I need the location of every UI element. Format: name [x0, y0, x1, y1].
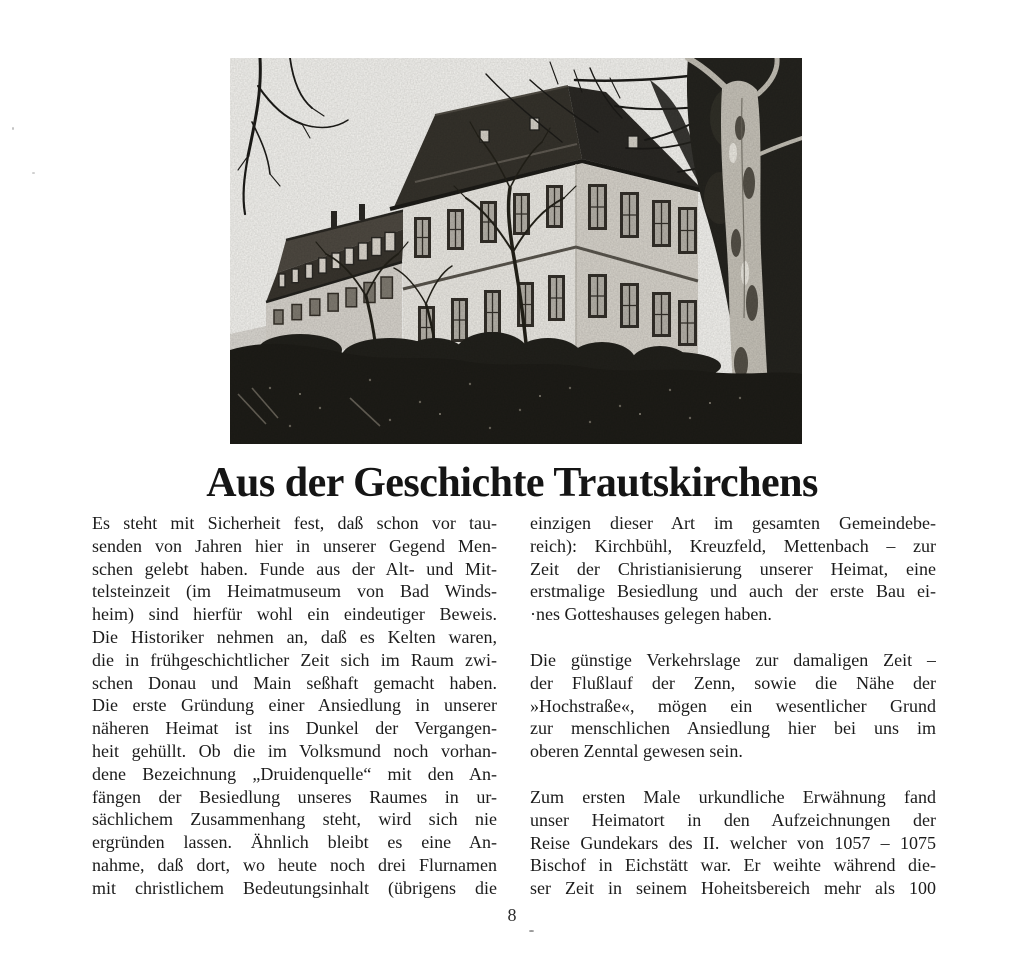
- text-columns: [92, 512, 936, 923]
- text-line: näheren Heimat ist ins Dunkel der Vergangen-: [92, 718, 497, 739]
- text-line: ergründen lassen. Ähnlich bleibt es eine An-: [92, 832, 497, 853]
- scan-artifact: [32, 172, 35, 174]
- text-line: dene Bezeichnung „Druidenquelle“ mit den An-: [92, 763, 497, 784]
- right-column: [530, 512, 936, 923]
- paragraph: [92, 512, 497, 900]
- building-photo-illustration: [230, 58, 802, 444]
- text-line: fängen der Besiedlung unseres Raumes in ur-: [92, 786, 497, 807]
- page-number: 8: [507, 905, 517, 925]
- text-line: Die erste Gründung einer Ansiedlung in unserer: [92, 695, 497, 716]
- text-line: ·nes Gotteshauses gelegen haben.: [530, 604, 772, 625]
- text-line: Reise Gundekars des II. welcher von 1057 – 1075: [530, 832, 936, 853]
- text-line: heim) sind hierfür wohl ein eindeutiger Beweis.: [92, 604, 497, 625]
- paragraph: [530, 786, 936, 900]
- text-line: sächlichem Zusammenhang steht, wird sich nie: [92, 809, 497, 830]
- text-line: erstmalige Besiedlung und auch der erste Bau ei-: [530, 581, 936, 602]
- text-line: mit christlichem Bedeutungsinhalt (übrigens die: [92, 877, 497, 898]
- text-line: oberen Zenntal gewesen sein.: [530, 741, 743, 762]
- text-line: Die Historiker nehmen an, daß es Kelten waren,: [92, 626, 497, 647]
- left-column: [92, 512, 497, 923]
- page-title: Aus der Geschichte Trautskirchens: [206, 460, 818, 506]
- text-line: schen Donau und Main seßhaft gemacht haben.: [92, 672, 497, 693]
- text-line: ser Zeit in seinem Hoheitsbereich mehr als 100: [530, 878, 936, 899]
- text-line: zur menschlichen Ansiedlung hier bei uns im: [530, 718, 936, 739]
- text-line: einzigen dieser Art im gesamten Gemeindebe-: [530, 513, 936, 533]
- text-line: Die günstige Verkehrslage zur damaligen Zeit –: [530, 649, 936, 670]
- text-line: »Hochstraße«, mögen ein wesentlicher Grund: [530, 695, 936, 716]
- text-line: reich): Kirchbühl, Kreuzfeld, Mettenbach – zur: [530, 535, 936, 556]
- text-line: der Flußlauf der Zenn, sowie die Nähe der: [530, 672, 936, 693]
- text-line: die in frühgeschichtlicher Zeit sich im Raum zwi-: [92, 649, 497, 670]
- paragraph: [530, 649, 936, 763]
- scan-artifact: [529, 930, 534, 932]
- text-line: Zeit der Christianisierung unserer Heimat, eine: [530, 558, 936, 579]
- text-line: heit gehüllt. Ob die im Volksmund noch vorhan-: [92, 740, 497, 761]
- text-line: schen gelebt haben. Funde aus der Alt- und Mit-: [92, 558, 497, 579]
- text-line: Zum ersten Male urkundliche Erwähnung fand: [530, 786, 936, 807]
- text-line: unser Heimatort in den Aufzeichnungen der: [530, 809, 936, 830]
- text-line: telsteinzeit (im Heimatmuseum von Bad Winds-: [92, 581, 497, 602]
- text-line: nahme, daß dort, wo heute noch drei Flurnamen: [92, 854, 497, 875]
- building-photo: [230, 58, 802, 444]
- text-line: Es steht mit Sicherheit fest, daß schon vor tau-: [92, 513, 497, 533]
- text-line: Bischof in Eichstätt war. Er weihte während die-: [530, 855, 936, 876]
- scan-artifact: [12, 127, 14, 130]
- paragraph: [530, 512, 936, 626]
- text-line: senden von Jahren hier in unserer Gegend Men-: [92, 535, 497, 556]
